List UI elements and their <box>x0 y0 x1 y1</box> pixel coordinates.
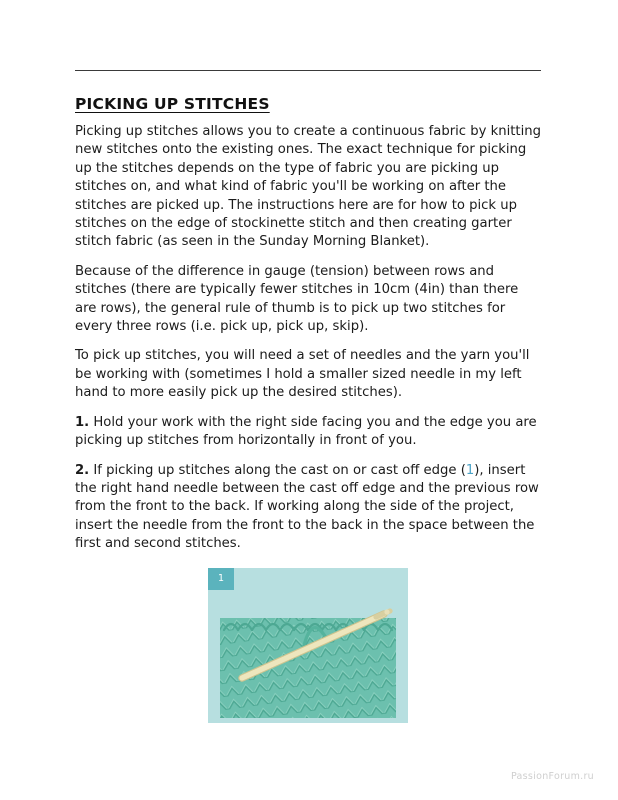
step-2-text-before: If picking up stitches along the cast on or cast off edge ( <box>89 462 466 478</box>
document-content <box>75 70 541 723</box>
watermark: PassionForum.ru <box>510 771 594 782</box>
step-1-number: 1. <box>75 414 90 430</box>
figure-reference-link[interactable]: 1 <box>465 462 475 478</box>
header-divider <box>75 70 541 71</box>
step-2-number: 2. <box>75 462 90 478</box>
paragraph-intro: Picking up stitches allows you to create a continuous fabric by knitting new stitches onto the existing ones. The exact technique for picking up the stitches depends on the type of fabric you are picking up stitches on, and what kind of fabric you'll be working on after the stitches are picked up. The instructions here are for how to pick up stitches on the edge of stockinette stitch and then creating garter stitch fabric (as seen in the Sunday Morning Blanket). <box>75 124 541 250</box>
paragraph-gauge: Because of the difference in gauge (tension) between rows and stitches (there are typically fewer stitches in 10cm (4in) than there are rows), the general rule of thumb is to pick up two stitches for every three rows (i.e. pick up, pick up, skip). <box>75 263 519 335</box>
page-title: PICKING UP STITCHES <box>75 95 270 113</box>
step-2 <box>75 462 541 554</box>
step-1-text: Hold your work with the right side facing you and the edge you are picking up stitches from horizontally in front of you. <box>75 414 537 449</box>
figure-container <box>75 568 541 723</box>
step-1 <box>75 414 541 451</box>
figure-badge: 1 <box>208 568 234 590</box>
step-2-text-after: ), insert the right hand needle between the cast off edge and the previous row from the front to the back. If working along the side of the project, insert the needle from the front to the back in the space between the first and second stitches. <box>75 462 539 552</box>
figure-image <box>208 568 408 723</box>
knitting-illustration-svg <box>208 568 408 723</box>
paragraph-materials: To pick up stitches, you will need a set of needles and the yarn you'll be working with (sometimes I hold a smaller sized needle in my left hand to more easily pick up the desired stitches). <box>75 348 530 401</box>
